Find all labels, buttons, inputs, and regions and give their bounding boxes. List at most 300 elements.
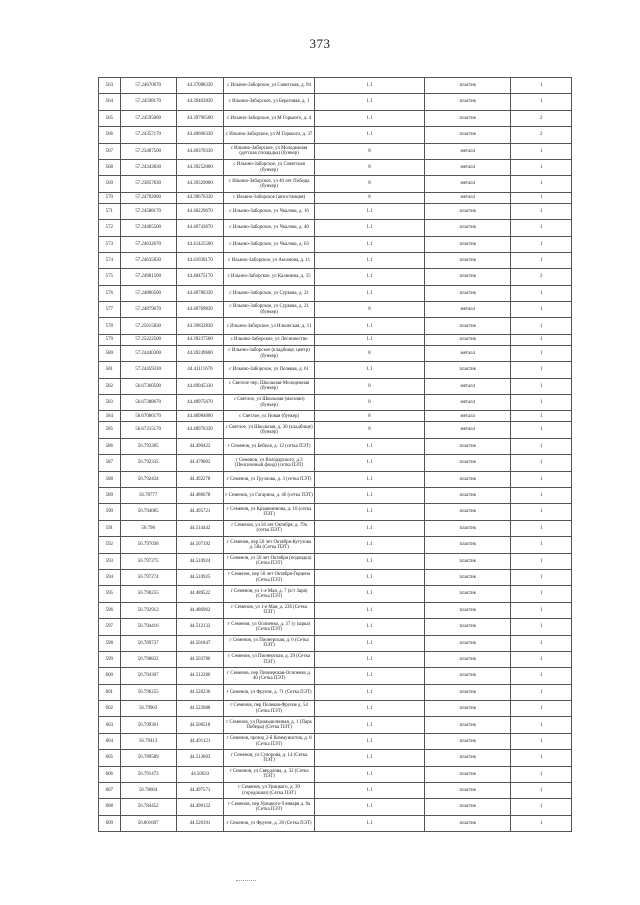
table-row — [99, 236, 572, 252]
cell-address: г Семенов, пер Полевая-Фрунзе д. 54 (Сетка ПЭТ) — [224, 701, 315, 717]
cell-number: 585 — [99, 422, 121, 438]
cell-count: 1 — [511, 192, 572, 203]
cell-container-code: 8 — [314, 143, 424, 159]
cell-latitude: 56.79413 — [120, 733, 176, 749]
cell-count: 1 — [511, 422, 572, 438]
cell-number: 609 — [99, 815, 121, 831]
table-body — [99, 78, 572, 832]
cell-material: пластик — [425, 127, 511, 143]
table-row — [99, 701, 572, 717]
table-row — [99, 520, 572, 536]
cell-longitude: 44.497571 — [176, 783, 224, 799]
cell-number: 586 — [99, 438, 121, 454]
cell-address: с Светлое пер. Школьная-Молодежная (бункер) — [224, 378, 315, 394]
cell-material: пластик — [425, 362, 511, 378]
cell-material: пластик — [425, 635, 511, 651]
cell-latitude: 56.784452 — [120, 799, 176, 815]
cell-address: г Семенов, ул 1-е Мая, д. 7 (к/т Заря) (Сетка ПЭТ) — [224, 586, 315, 602]
cell-longitude: 44.512286 — [176, 668, 224, 684]
cell-count: 1 — [511, 362, 572, 378]
cell-count: 1 — [511, 537, 572, 553]
cell-address: с Ильино-Заборское, ул М Горького, д. 37 — [224, 127, 315, 143]
cell-count: 1 — [511, 252, 572, 268]
cell-address: г Семенов, ул Промышленная, д. 1 (Парк Победы) (Сетка ПЭТ) — [224, 717, 315, 733]
cell-address: г Семенов, ул 50 лет Октября, д. 79а (сетка ПЭТ) — [224, 520, 315, 536]
cell-count: 2 — [511, 269, 572, 285]
cell-longitude: 44.39329000 — [176, 176, 224, 192]
cell-container-code: 1.1 — [314, 783, 424, 799]
cell-material: металл — [425, 192, 511, 203]
cell-address: г Семенов, ул Урицкого, д. 39 (городошки) (Сетка ПЭТ) — [224, 783, 315, 799]
cell-number: 572 — [99, 220, 121, 236]
cell-container-code: 1.1 — [314, 619, 424, 635]
cell-count: 1 — [511, 717, 572, 733]
cell-count: 1 — [511, 487, 572, 503]
cell-longitude: 44.41111670 — [176, 362, 224, 378]
cell-address: с Ильино-Заборское, ул Лесничество — [224, 334, 315, 345]
cell-number: 579 — [99, 334, 121, 345]
cell-address: с Ильино-Заборское (кладбище, центр) (бункер) — [224, 345, 315, 361]
cell-longitude: 44.48975670 — [176, 395, 224, 411]
cell-count: 1 — [511, 520, 572, 536]
cell-material: пластик — [425, 783, 511, 799]
cell-longitude: 44.40780330 — [176, 285, 224, 301]
table-row — [99, 455, 572, 471]
cell-latitude: 56.67360500 — [120, 378, 176, 394]
cell-container-code: 1.1 — [314, 717, 424, 733]
cell-number: 565 — [99, 110, 121, 126]
cell-container-code: 1.1 — [314, 553, 424, 569]
table-row — [99, 252, 572, 268]
table-row — [99, 537, 572, 553]
cell-number: 570 — [99, 192, 121, 203]
table-row — [99, 220, 572, 236]
cell-longitude: 44.48970330 — [176, 422, 224, 438]
cell-latitude: 57.24343830 — [120, 159, 176, 175]
cell-material: пластик — [425, 236, 511, 252]
table-row — [99, 334, 572, 345]
cell-address: г Семенов, проезд 2-й Коммунистов, д. 8 (Сетка ПЭТ) — [224, 733, 315, 749]
table-row — [99, 285, 572, 301]
cell-number: 599 — [99, 651, 121, 667]
cell-address: с Ильино-Заборское, ул 40 лет Победы (бункер) — [224, 176, 315, 192]
cell-number: 566 — [99, 127, 121, 143]
cell-material: пластик — [425, 110, 511, 126]
cell-address: г Семенов, ул Фрунзе, д. 71 (Сетка ПЭТ) — [224, 684, 315, 700]
cell-count: 1 — [511, 635, 572, 651]
cell-latitude: 57.24901500 — [120, 269, 176, 285]
cell-address: г Семенов, ул 50 лет Октября (подводка) (Сетка ПЭТ) — [224, 553, 315, 569]
cell-container-code: 1.1 — [314, 586, 424, 602]
cell-material: металл — [425, 176, 511, 192]
cell-number: 594 — [99, 569, 121, 585]
cell-address: с Светлое, ул Школьная (магазин) (бункер) — [224, 395, 315, 411]
cell-count: 1 — [511, 378, 572, 394]
cell-longitude: 44.507192 — [176, 537, 224, 553]
cell-material: пластик — [425, 733, 511, 749]
table-row — [99, 411, 572, 422]
cell-latitude: 56.67388670 — [120, 395, 176, 411]
cell-count: 1 — [511, 285, 572, 301]
cell-longitude: 44.486962 — [176, 602, 224, 618]
cell-number: 595 — [99, 586, 121, 602]
cell-count: 1 — [511, 345, 572, 361]
cell-material: пластик — [425, 586, 511, 602]
cell-count: 1 — [511, 651, 572, 667]
cell-container-code: 1.1 — [314, 750, 424, 766]
cell-address: с Ильино-Заборское, ул Молодежная (детская площадка) (бункер) — [224, 143, 315, 159]
cell-material: пластик — [425, 815, 511, 831]
table-row — [99, 815, 572, 831]
cell-count: 1 — [511, 783, 572, 799]
cell-container-code: 1.1 — [314, 635, 424, 651]
cell-count: 1 — [511, 302, 572, 318]
cell-container-code: 1.1 — [314, 438, 424, 454]
cell-count: 1 — [511, 159, 572, 175]
cell-latitude: 56.67215170 — [120, 422, 176, 438]
cell-longitude: 44.489522 — [176, 586, 224, 602]
cell-container-code: 1.1 — [314, 684, 424, 700]
cell-latitude: 56.794416 — [120, 619, 176, 635]
cell-material: пластик — [425, 701, 511, 717]
cell-count: 1 — [511, 438, 572, 454]
table-row — [99, 127, 572, 143]
cell-address: г Семенов, ул Бебеля, д. 12 (сетка ПЭТ) — [224, 438, 315, 454]
cell-container-code: 8 — [314, 176, 424, 192]
cell-count: 1 — [511, 94, 572, 110]
cell-material: пластик — [425, 269, 511, 285]
cell-container-code: 1.1 — [314, 203, 424, 219]
cell-container-code: 8 — [314, 345, 424, 361]
table-row — [99, 553, 572, 569]
cell-count: 1 — [511, 569, 572, 585]
cell-count: 1 — [511, 78, 572, 94]
cell-material: пластик — [425, 487, 511, 503]
cell-container-code: 1.1 — [314, 504, 424, 520]
table-row — [99, 569, 572, 585]
table-row — [99, 717, 572, 733]
table-row — [99, 487, 572, 503]
cell-latitude: 56.79903 — [120, 701, 176, 717]
cell-material: пластик — [425, 766, 511, 782]
cell-number: 575 — [99, 269, 121, 285]
cell-latitude: 57.24792000 — [120, 192, 176, 203]
cell-container-code: 1.1 — [314, 94, 424, 110]
cell-container-code: 1.1 — [314, 537, 424, 553]
cell-material: металл — [425, 378, 511, 394]
cell-count: 1 — [511, 176, 572, 192]
cell-address: г Семенов, ул Пионерская, д. 29 (Сетка ПЭТ) — [224, 651, 315, 667]
cell-material: пластик — [425, 619, 511, 635]
cell-address: с Ильино-Заборское, ул Советская, д. 94 — [224, 78, 315, 94]
cell-address: г Семенов, ул Свердлова, д. 32 (Сетка ПЭТ) — [224, 766, 315, 782]
cell-latitude: 56.78604 — [120, 783, 176, 799]
table-row — [99, 635, 572, 651]
cell-longitude: 44.40229670 — [176, 203, 224, 219]
cell-address: с Ильино-Заборское (автостанция) — [224, 192, 315, 203]
table-row — [99, 362, 572, 378]
cell-count: 1 — [511, 411, 572, 422]
cell-count: 1 — [511, 619, 572, 635]
table-row — [99, 750, 572, 766]
cell-address: г Семенов, ул Крашенинова, д. 10 (сетка ПЭТ) — [224, 504, 315, 520]
cell-longitude: 44.41425500 — [176, 236, 224, 252]
cell-latitude: 56.797274 — [120, 569, 176, 585]
container-sites-table — [98, 77, 572, 832]
cell-number: 600 — [99, 668, 121, 684]
table-row — [99, 176, 572, 192]
cell-latitude: 57.24879670 — [120, 302, 176, 318]
cell-longitude: 44.512133 — [176, 619, 224, 635]
cell-material: пластик — [425, 668, 511, 684]
cell-count: 1 — [511, 318, 572, 334]
cell-container-code: 8 — [314, 378, 424, 394]
cell-number: 592 — [99, 537, 121, 553]
cell-container-code: 1.1 — [314, 362, 424, 378]
cell-count: 1 — [511, 766, 572, 782]
cell-address: г Семенов, ул Гагарина, д. 46 (сетка ПЭТ) — [224, 487, 315, 503]
cell-container-code: 1.1 — [314, 651, 424, 667]
cell-address: г Семенов, пер 50 лет Октября-Герцена (Сетка ПЭТ) — [224, 569, 315, 585]
cell-address: с Ильино-Заборское, ул Советская (бункер) — [224, 159, 315, 175]
table-row — [99, 438, 572, 454]
cell-number: 587 — [99, 455, 121, 471]
cell-material: металл — [425, 302, 511, 318]
cell-longitude: 44.492278 — [176, 471, 224, 487]
cell-material: пластик — [425, 553, 511, 569]
cell-latitude: 57.24886500 — [120, 285, 176, 301]
cell-address: с Ильино-Заборское, ул Калинина, д. 15 — [224, 269, 315, 285]
cell-latitude: 57.24465500 — [120, 220, 176, 236]
table-row — [99, 395, 572, 411]
cell-longitude: 44.39676330 — [176, 192, 224, 203]
table-row — [99, 586, 572, 602]
cell-container-code: 8 — [314, 159, 424, 175]
table-row — [99, 602, 572, 618]
cell-address: г Семенов, ул 1-е Мая, д. 23б (Сетка ПЭТ) — [224, 602, 315, 618]
cell-latitude: 57.23857830 — [120, 176, 176, 192]
cell-address: с Ильино-Заборское, ул Чкалова, д. 63 — [224, 236, 315, 252]
table-row — [99, 651, 572, 667]
cell-latitude: 57.24357170 — [120, 127, 176, 143]
cell-longitude: 44.490423 — [176, 438, 224, 454]
cell-longitude: 44.39796500 — [176, 110, 224, 126]
cell-material: пластик — [425, 684, 511, 700]
cell-container-code: 1.1 — [314, 471, 424, 487]
cell-address: с Светлое, ул Новая (бункер) — [224, 411, 315, 422]
cell-number: 596 — [99, 602, 121, 618]
cell-material: пластик — [425, 717, 511, 733]
cell-longitude: 44.510924 — [176, 553, 224, 569]
cell-number: 578 — [99, 318, 121, 334]
cell-address: с Ильино-Заборское, ул Полевая, д. 61 — [224, 362, 315, 378]
cell-address: г Семенов, пер 50 лет Октября-Кутузова д. 58а (Сетка ПЭТ) — [224, 537, 315, 553]
cell-material: пластик — [425, 569, 511, 585]
cell-latitude: 56.801607 — [120, 815, 176, 831]
cell-number: 603 — [99, 717, 121, 733]
cell-number: 576 — [99, 285, 121, 301]
cell-count: 1 — [511, 220, 572, 236]
cell-number: 571 — [99, 203, 121, 219]
cell-material: пластик — [425, 78, 511, 94]
table-row — [99, 192, 572, 203]
cell-address: г Семенов, пер Пионерская-Осипенко д. 40 (Сетка ПЭТ) — [224, 668, 315, 684]
cell-longitude: 44.503786 — [176, 651, 224, 667]
cell-material: пластик — [425, 520, 511, 536]
cell-material: пластик — [425, 94, 511, 110]
table-row — [99, 78, 572, 94]
cell-latitude: 56.792335 — [120, 455, 176, 471]
cell-number: 601 — [99, 684, 121, 700]
cell-material: пластик — [425, 504, 511, 520]
cell-address: г Семенов, ул Фрунзе, д. 28 (Сетка ПЭТ) — [224, 815, 315, 831]
cell-count: 1 — [511, 602, 572, 618]
table-row — [99, 345, 572, 361]
cell-container-code: 1.1 — [314, 668, 424, 684]
cell-latitude: 57.24632670 — [120, 236, 176, 252]
cell-count: 1 — [511, 668, 572, 684]
cell-material: металл — [425, 411, 511, 422]
cell-latitude: 56.78777 — [120, 487, 176, 503]
cell-latitude: 57.24459330 — [120, 362, 176, 378]
cell-longitude: 44.495721 — [176, 504, 224, 520]
cell-material: металл — [425, 143, 511, 159]
cell-material: пластик — [425, 318, 511, 334]
cell-count: 1 — [511, 799, 572, 815]
cell-address: с Светлое, ул Школьная, д. 30 (кладбище) (бункер) — [224, 422, 315, 438]
cell-longitude: 44.40769830 — [176, 302, 224, 318]
cell-number: 583 — [99, 395, 121, 411]
cell-longitude: 44.39252000 — [176, 159, 224, 175]
cell-container-code: 1.1 — [314, 766, 424, 782]
cell-longitude: 44.520191 — [176, 815, 224, 831]
cell-container-code: 1.1 — [314, 78, 424, 94]
cell-count: 1 — [511, 471, 572, 487]
cell-count: 1 — [511, 504, 572, 520]
cell-container-code: 8 — [314, 422, 424, 438]
table-row — [99, 143, 572, 159]
table-row — [99, 668, 572, 684]
cell-address: с Ильино-Заборское, ул Суркова, д. 21 — [224, 285, 315, 301]
cell-count: 1 — [511, 553, 572, 569]
cell-longitude: 44.39237500 — [176, 334, 224, 345]
table-row — [99, 619, 572, 635]
cell-container-code: 1.1 — [314, 110, 424, 126]
cell-longitude: 44.40606330 — [176, 127, 224, 143]
cell-longitude: 44.501847 — [176, 635, 224, 651]
cell-longitude: 44.500518 — [176, 717, 224, 733]
cell-number: 573 — [99, 236, 121, 252]
cell-material: пластик — [425, 602, 511, 618]
cell-count: 1 — [511, 701, 572, 717]
cell-count: 1 — [511, 143, 572, 159]
cell-count: 1 — [511, 395, 572, 411]
cell-number: 589 — [99, 487, 121, 503]
cell-container-code: 1.1 — [314, 252, 424, 268]
page-number: 373 — [309, 36, 331, 51]
cell-longitude: 44.50033 — [176, 766, 224, 782]
cell-number: 580 — [99, 345, 121, 361]
cell-address: с Ильино-Заборское, ул Ильинская, д. 11 — [224, 318, 315, 334]
cell-material: пластик — [425, 438, 511, 454]
cell-address: с Ильино-Заборское, ул Аксенова, д. 11 — [224, 252, 315, 268]
table-row — [99, 203, 572, 219]
cell-material: пластик — [425, 252, 511, 268]
table-row — [99, 110, 572, 126]
cell-count: 2 — [511, 110, 572, 126]
table-row — [99, 94, 572, 110]
cell-longitude: 44.490152 — [176, 799, 224, 815]
cell-longitude: 44.41030170 — [176, 252, 224, 268]
cell-address: г Семенов, пер Урицкого-9 января д. 8а (Сетка ПЭТ) — [224, 799, 315, 815]
cell-container-code: 8 — [314, 302, 424, 318]
cell-latitude: 57.24670670 — [120, 78, 176, 94]
cell-material: пластик — [425, 455, 511, 471]
cell-container-code: 1.1 — [314, 127, 424, 143]
cell-number: 563 — [99, 78, 121, 94]
table-row — [99, 318, 572, 334]
cell-latitude: 57.23487500 — [120, 143, 176, 159]
cell-address: г Семенов, ул Суворова, д. 14 (Сетка ПЭТ) — [224, 750, 315, 766]
cell-count: 1 — [511, 455, 572, 471]
cell-latitude: 56.793385 — [120, 438, 176, 454]
cell-container-code: 1.1 — [314, 318, 424, 334]
cell-address: с Ильино-Заборское, ул Чкалова, д. 16 — [224, 203, 315, 219]
cell-number: 593 — [99, 553, 121, 569]
cell-number: 608 — [99, 799, 121, 815]
cell-material: пластик — [425, 799, 511, 815]
cell-number: 607 — [99, 783, 121, 799]
cell-longitude: 44.40370330 — [176, 143, 224, 159]
cell-container-code: 1.1 — [314, 220, 424, 236]
cell-latitude: 56.799301 — [120, 717, 176, 733]
cell-latitude: 57.24588170 — [120, 203, 176, 219]
cell-number: 590 — [99, 504, 121, 520]
cell-container-code: 1.1 — [314, 269, 424, 285]
cell-count: 1 — [511, 815, 572, 831]
table-row — [99, 766, 572, 782]
cell-address: г Семенов, ул Грузлова, д. 3 (сетка ПЭТ) — [224, 471, 315, 487]
table-row — [99, 471, 572, 487]
cell-address: с Ильино-Заборское, ул Суркова, д. 21 (бункер) — [224, 302, 315, 318]
cell-number: 584 — [99, 411, 121, 422]
cell-latitude: 56.797038 — [120, 537, 176, 553]
cell-number: 605 — [99, 750, 121, 766]
cell-longitude: 44.37088330 — [176, 78, 224, 94]
cell-latitude: 57.24598170 — [120, 94, 176, 110]
cell-container-code: 1.1 — [314, 701, 424, 717]
cell-latitude: 56.794307 — [120, 668, 176, 684]
cell-longitude: 44.513603 — [176, 750, 224, 766]
cell-material: металл — [425, 422, 511, 438]
cell-number: 602 — [99, 701, 121, 717]
cell-longitude: 44.39832830 — [176, 318, 224, 334]
cell-longitude: 44.486678 — [176, 487, 224, 503]
cell-count: 1 — [511, 750, 572, 766]
cell-latitude: 56.797275 — [120, 553, 176, 569]
cell-count: 1 — [511, 733, 572, 749]
cell-container-code: 1.1 — [314, 799, 424, 815]
table-row — [99, 504, 572, 520]
cell-count: 2 — [511, 127, 572, 143]
cell-address: г Семенов, ул Володарского, д.3 (Пенсионный фонд) (сетка ПЭТ) — [224, 455, 315, 471]
cell-container-code: 1.1 — [314, 285, 424, 301]
table-row — [99, 733, 572, 749]
cell-container-code: 1.1 — [314, 455, 424, 471]
cell-longitude: 44.526236 — [176, 684, 224, 700]
cell-latitude: 57.25015830 — [120, 318, 176, 334]
cell-container-code: 1.1 — [314, 815, 424, 831]
